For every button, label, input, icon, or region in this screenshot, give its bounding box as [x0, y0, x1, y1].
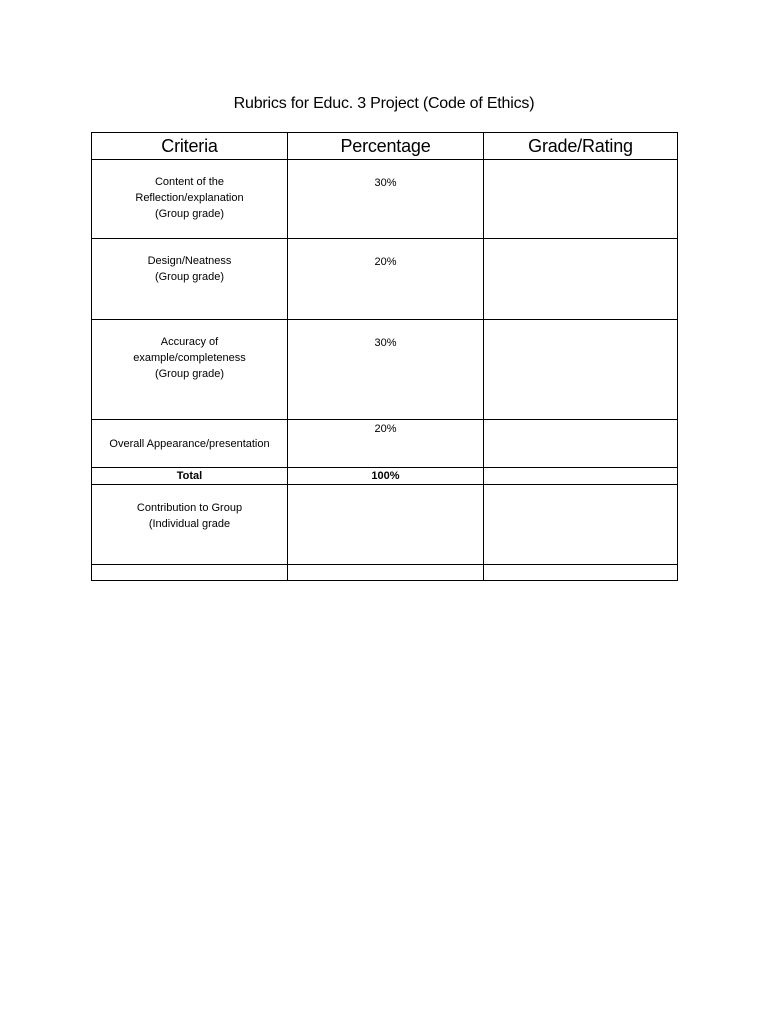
- percentage-text: 20%: [374, 256, 397, 268]
- percentage-cell: [288, 485, 484, 565]
- criteria-cell: [92, 485, 288, 565]
- criteria-cell: [92, 320, 288, 420]
- table-row: [92, 485, 678, 565]
- table-row: [92, 160, 678, 239]
- criteria-cell: [92, 420, 288, 468]
- table-row: [92, 320, 678, 420]
- table-row: [92, 420, 678, 468]
- table-row: [92, 565, 678, 581]
- grade-cell: [484, 565, 678, 581]
- criteria-text: Overall Appearance/presentation: [109, 438, 270, 450]
- grade-cell: [484, 320, 678, 420]
- criteria-cell: [92, 239, 288, 320]
- criteria-cell: [92, 565, 288, 581]
- criteria-text: Contribution to Group (Individual grade: [136, 502, 243, 530]
- total-label: Total: [92, 468, 288, 485]
- percentage-text: 30%: [374, 177, 397, 189]
- page-title: Rubrics for Educ. 3 Project (Code of Ethics): [233, 95, 535, 112]
- grade-cell: [484, 485, 678, 565]
- grade-cell: [484, 239, 678, 320]
- criteria-text: Design/Neatness (Group grade): [147, 255, 232, 283]
- percentage-cell: [288, 420, 484, 468]
- grade-cell: [484, 160, 678, 239]
- percentage-cell: [288, 565, 484, 581]
- header-percentage: Percentage: [288, 133, 484, 160]
- percentage-cell: [288, 160, 484, 239]
- percentage-cell: [288, 320, 484, 420]
- header-grade-rating: Grade/Rating: [484, 133, 678, 160]
- percentage-text: 20%: [374, 423, 397, 435]
- criteria-text: Content of the Reflection/explanation (Group grade): [135, 176, 244, 220]
- criteria-cell: [92, 160, 288, 239]
- header-criteria: Criteria: [92, 133, 288, 160]
- total-percentage: 100%: [288, 468, 484, 485]
- grade-cell: [484, 420, 678, 468]
- rubric-table: [91, 132, 678, 581]
- table-row: [92, 239, 678, 320]
- percentage-text: 30%: [374, 337, 397, 349]
- total-row: [92, 468, 678, 485]
- criteria-text: Accuracy of example/completeness (Group grade): [133, 336, 246, 380]
- table-header-row: [92, 133, 678, 160]
- total-grade-cell: [484, 468, 678, 485]
- percentage-cell: [288, 239, 484, 320]
